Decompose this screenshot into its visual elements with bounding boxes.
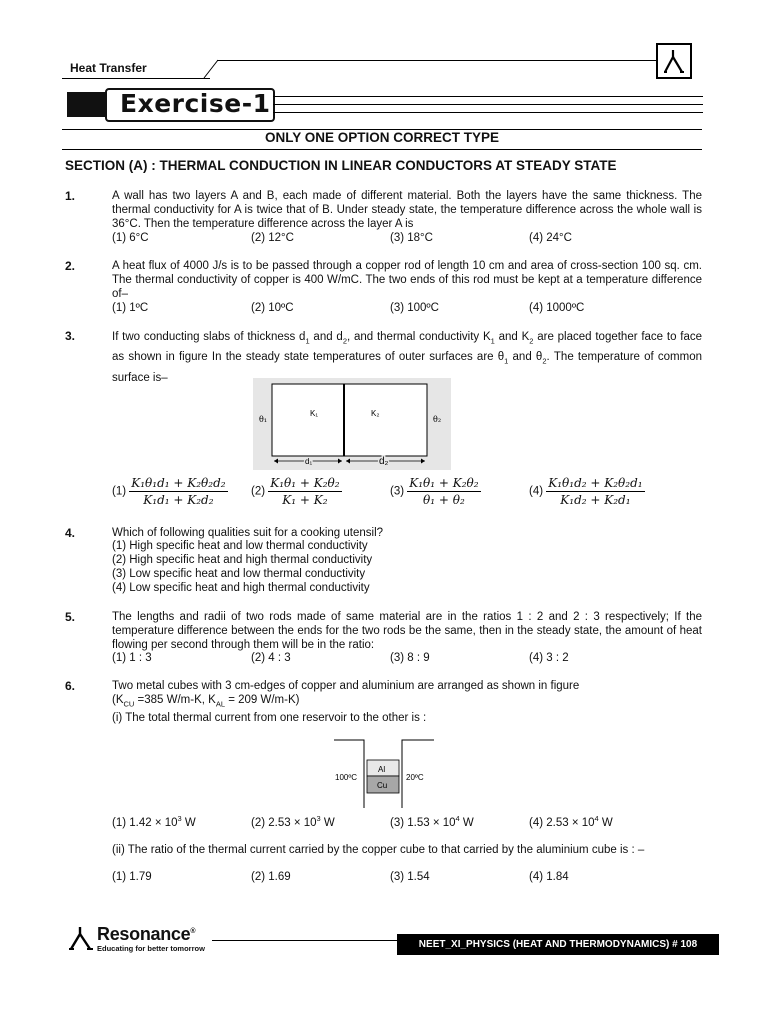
formula: $\frac{\text{K₁θ₁ + K₂θ₂}}{\text{θ₁ + θ₂}}$ <box>409 476 479 507</box>
option-row: (1) $\frac{\text{K₁θ₁d₁ + K₂θ₂d₂}}{\text{K₁d₁ + K₂d₂}}$ <box>112 476 226 507</box>
formula: $\frac{\text{K₁θ₁d₁ + K₂θ₂d₂}}{\text{K₁d₁ + K₂d₂}}$ <box>131 476 226 507</box>
option: (1) 1ºC <box>112 302 149 314</box>
cold-temp-label: 20ºC <box>406 773 424 782</box>
reservoir-figure <box>332 734 436 810</box>
option: (1) 1.79 <box>112 871 152 883</box>
question-number: 6. <box>65 679 76 693</box>
question-number: 2. <box>65 259 76 273</box>
section-title: SECTION (A) : THERMAL CONDUCTION IN LINEAR CONDUCTORS AT STEADY STATE <box>65 158 617 173</box>
footer-rule <box>212 940 398 941</box>
exercise-rule <box>273 104 703 105</box>
option: (1) High specific heat and low thermal conductivity <box>112 540 368 552</box>
question-part-ii: (ii) The ratio of the thermal current carried by the copper cube to that carried by the aluminium cube is : – <box>112 844 645 856</box>
brand-name: Resonance® <box>97 924 196 944</box>
question-part-i: (i) The total thermal current from one reservoir to the other is : <box>112 712 427 724</box>
question-number: 5. <box>65 610 76 624</box>
d1-label: d₁ <box>305 457 313 466</box>
hot-temp-label: 100ºC <box>335 773 358 782</box>
option: (4) $2.53 \times 10^4$ W <box>529 814 613 829</box>
option: (2) $2.53 \times 10^3$ W <box>251 814 335 829</box>
question-text: Which of following qualities suit for a cooking utensil? <box>112 527 384 539</box>
exercise-rule <box>273 112 703 113</box>
k2-label: K₂ <box>371 409 380 418</box>
question-text: If two conducting slabs of thickness $d_1$ and $d_2$, and thermal conductivity $K_1$ and $K_2$ are placed together face to face as shown in figure In the steady state temperatures of outer surfaces are $\theta_1$ and $\theta_2$. The temperature of common surface is– <box>112 331 703 384</box>
question-number: 4. <box>65 526 76 540</box>
option: (2) 10ºC <box>251 302 294 314</box>
k1-label: K₁ <box>310 409 319 418</box>
divider <box>62 149 702 150</box>
option: (1) 1 : 3 <box>112 652 152 664</box>
question-text: Two metal cubes with 3 cm-edges of copper and aluminium are arranged as shown in figure <box>112 680 580 692</box>
question-number: 3. <box>65 329 76 343</box>
theta1-label: θ₁ <box>259 415 268 424</box>
type-title: ONLY ONE OPTION CORRECT TYPE <box>264 130 500 145</box>
subject-title: Heat Transfer <box>70 61 147 75</box>
conductivity-values: ($K_{CU} =385$ W/m-K, $K_{AL} = 209$ W/m-K) <box>112 694 300 709</box>
theta2-label: θ₂ <box>433 415 442 424</box>
header-slant <box>200 58 226 80</box>
option-row: (2) $\frac{\text{K₁θ₁ + K₂θ₂}}{\text{K₁ + K₂}}$ <box>251 476 340 507</box>
question-text: The lengths and radii of two rods made of same material are in the ratios 1 : 2 and 2 : 3 respectively; If the temperature difference between the ends for the two rods be the same, then in the steady state, the amount of heat flowing per second through them will be in the ratio: <box>112 611 702 651</box>
option: (3) 100ºC <box>390 302 439 314</box>
exercise-title: Exercise-1 <box>120 89 271 118</box>
resonance-logo-icon <box>68 925 96 951</box>
option: (4) 3 : 2 <box>529 652 569 664</box>
option: (4) 24°C <box>529 232 572 244</box>
cu-label: Cu <box>377 781 388 790</box>
option: (2) 1.69 <box>251 871 291 883</box>
header-rule <box>62 78 210 79</box>
header-top-rule <box>217 60 657 61</box>
option: (3) 18°C <box>390 232 433 244</box>
slab-figure <box>253 378 451 470</box>
option: (3) $1.53 \times 10^4$ W <box>390 814 474 829</box>
formula: $\frac{\text{K₁θ₁d₂ + K₂θ₂d₁}}{\text{K₁d₂ + K₂d₁}}$ <box>548 476 643 507</box>
brand-logo-icon <box>656 43 692 79</box>
d2-label: d₂ <box>379 456 389 467</box>
option: (1) 6°C <box>112 232 149 244</box>
question-text: A heat flux of 4000 J/s is to be passed through a copper rod of length 10 cm and area of cross-section 100 sq. cm. The thermal conductivity of copper is 400 W/mC. The two ends of this rod must be kept at a temperature difference of– <box>112 260 702 300</box>
page-label: NEET_XI_PHYSICS (HEAT AND THERMODYNAMICS) # 108 <box>397 934 719 955</box>
brand-tagline: Educating for better tomorrow <box>97 944 205 953</box>
option-row: (3) $\frac{\text{K₁θ₁ + K₂θ₂}}{\text{θ₁ + θ₂}}$ <box>390 476 479 507</box>
question-number: 1. <box>65 189 76 203</box>
exercise-rule <box>273 96 703 97</box>
option: (4) Low specific heat and high thermal conductivity <box>112 582 370 594</box>
question-text: A wall has two layers A and B, each made of different material. Both the layers have the same thickness. The thermal conductivity for A is twice that of B. Under steady state, the temperature difference across the whole wall is 36°C. Then the temperature difference across the layer A is <box>112 190 702 230</box>
option: (2) 12°C <box>251 232 294 244</box>
option: (4) 1.84 <box>529 871 569 883</box>
option: (3) 1.54 <box>390 871 430 883</box>
option: (4) 1000ºC <box>529 302 585 314</box>
option: (2) 4 : 3 <box>251 652 291 664</box>
al-label: Al <box>378 765 386 774</box>
option: (1) $1.42 \times 10^3$ W <box>112 814 196 829</box>
formula: $\frac{\text{K₁θ₁ + K₂θ₂}}{\text{K₁ + K₂}}$ <box>270 476 340 507</box>
option-row: (4) $\frac{\text{K₁θ₁d₂ + K₂θ₂d₁}}{\text{K₁d₂ + K₂d₁}}$ <box>529 476 643 507</box>
option: (3) Low specific heat and low thermal conductivity <box>112 568 366 580</box>
option: (3) 8 : 9 <box>390 652 430 664</box>
option: (2) High specific heat and high thermal conductivity <box>112 554 373 566</box>
